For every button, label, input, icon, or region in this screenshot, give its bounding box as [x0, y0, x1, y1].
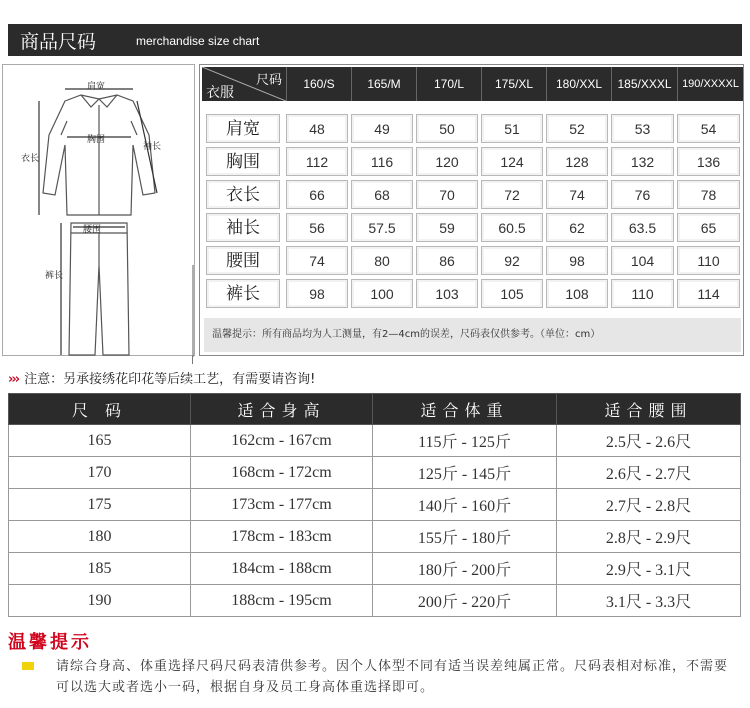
measurement-value: 128 — [546, 147, 608, 176]
measurement-value: 124 — [481, 147, 543, 176]
weight-cell: 180斤 - 200斤 — [373, 553, 557, 585]
measurement-value: 105 — [481, 279, 543, 308]
waist-cell: 2.9尺 - 3.1尺 — [557, 553, 741, 585]
weight-cell: 155斤 - 180斤 — [373, 521, 557, 553]
size-cell: 170 — [9, 457, 191, 489]
warm-tip-text: 请综合身高、体重选择尺码尺码表清供参考。因个人体型不同有适当误差纯属正常。尺码表相对标准，不需要可以选大或者选小一码，根据自身及员工身高体重选择即可。 — [56, 659, 729, 695]
measurement-value: 63.5 — [611, 213, 674, 242]
warm-tip-title: 温馨提示 — [8, 632, 92, 653]
measurement-value: 54 — [677, 114, 740, 143]
measurement-value: 103 — [416, 279, 478, 308]
size-header: 180/XXL — [546, 67, 611, 101]
measurement-value: 112 — [286, 147, 348, 176]
weight-cell: 140斤 - 160斤 — [373, 489, 557, 521]
measurement-value: 52 — [546, 114, 608, 143]
measurement-value: 76 — [611, 180, 674, 209]
size-cell: 185 — [9, 553, 191, 585]
column-header-height: 适合身高 — [191, 394, 373, 425]
measurement-tip: 温馨提示：所有商品均为人工测量，有2—4cm的误差，尺码表仅供参考。（单位：cm） — [204, 318, 741, 352]
measurement-value: 68 — [351, 180, 413, 209]
size-chart-header — [8, 24, 742, 56]
size-header: 170/L — [416, 67, 481, 101]
measurement-row — [200, 145, 745, 178]
height-cell: 178cm - 183cm — [191, 521, 373, 553]
measurement-value: 50 — [416, 114, 478, 143]
header-title: 商品尺码 — [20, 31, 97, 53]
fit-recommendation-table — [8, 393, 740, 617]
measurement-value: 60.5 — [481, 213, 543, 242]
column-header-waist: 适合腰围 — [557, 394, 741, 425]
size-cell: 190 — [9, 585, 191, 617]
measurement-value: 57.5 — [351, 213, 413, 242]
label-waist: 腰围 — [83, 225, 102, 235]
table-row — [9, 489, 741, 521]
shirt-and-trousers-drawing — [3, 65, 196, 357]
custom-craft-note — [8, 368, 315, 387]
measurement-value: 136 — [677, 147, 740, 176]
waist-cell: 2.6尺 - 2.7尺 — [557, 457, 741, 489]
measurement-value: 86 — [416, 246, 478, 275]
top-cutoff-strip — [0, 0, 750, 18]
measurement-value: 108 — [546, 279, 608, 308]
table-row — [9, 425, 741, 457]
waist-cell: 2.7尺 - 2.8尺 — [557, 489, 741, 521]
measurement-value: 65 — [677, 213, 740, 242]
table-row — [9, 521, 741, 553]
waist-cell: 2.5尺 - 2.6尺 — [557, 425, 741, 457]
measurement-value: 98 — [546, 246, 608, 275]
measurement-value: 98 — [286, 279, 348, 308]
bullet-square-icon — [22, 662, 34, 670]
table-row — [9, 585, 741, 617]
measurement-table — [199, 64, 744, 356]
corner-size-label: 尺码 — [255, 73, 282, 88]
measurement-value: 104 — [611, 246, 674, 275]
measurement-value: 110 — [611, 279, 674, 308]
waist-cell: 3.1尺 - 3.3尺 — [557, 585, 741, 617]
measurement-value: 70 — [416, 180, 478, 209]
measurement-value: 80 — [351, 246, 413, 275]
label-sleeve: 袖长 — [143, 142, 162, 152]
corner-garment-label: 衣服 — [206, 85, 234, 101]
measurement-value: 59 — [416, 213, 478, 242]
measurement-value: 74 — [546, 180, 608, 209]
measurement-name: 胸围 — [206, 147, 280, 176]
label-length: 衣长 — [21, 154, 40, 164]
measurement-table-header — [202, 67, 743, 101]
measurement-value: 110 — [677, 246, 740, 275]
size-header: 190/XXXXL — [677, 67, 743, 101]
height-cell: 188cm - 195cm — [191, 585, 373, 617]
measurement-value: 78 — [677, 180, 740, 209]
height-cell: 173cm - 177cm — [191, 489, 373, 521]
height-cell: 162cm - 167cm — [191, 425, 373, 457]
measurement-row — [200, 112, 745, 145]
connector-line — [192, 356, 193, 364]
table-row — [9, 553, 741, 585]
measurement-value: 51 — [481, 114, 543, 143]
table-row — [9, 457, 741, 489]
measurement-value: 48 — [286, 114, 348, 143]
measurement-row — [200, 211, 745, 244]
garment-illustration — [2, 64, 195, 356]
size-header: 185/XXXL — [611, 67, 677, 101]
note-text: 注意：另承接绣花印花等后续工艺，有需要请咨询! — [24, 372, 316, 387]
measurement-row — [200, 277, 745, 310]
measurement-value: 49 — [351, 114, 413, 143]
size-header: 165/M — [351, 67, 416, 101]
measurement-value: 74 — [286, 246, 348, 275]
chevrons-right-icon: ››› — [8, 372, 19, 387]
measurement-value: 120 — [416, 147, 478, 176]
measurement-value: 56 — [286, 213, 348, 242]
waist-cell: 2.8尺 - 2.9尺 — [557, 521, 741, 553]
measurement-row — [200, 178, 745, 211]
measurement-value: 92 — [481, 246, 543, 275]
table-corner — [202, 67, 286, 101]
measurement-name: 袖长 — [206, 213, 280, 242]
size-cell: 165 — [9, 425, 191, 457]
measurement-value: 116 — [351, 147, 413, 176]
weight-cell: 200斤 - 220斤 — [373, 585, 557, 617]
measurement-name: 衣长 — [206, 180, 280, 209]
size-cell: 180 — [9, 521, 191, 553]
measurement-name: 肩宽 — [206, 114, 280, 143]
size-cell: 175 — [9, 489, 191, 521]
column-header-size: 尺 码 — [9, 394, 191, 425]
measurement-value: 72 — [481, 180, 543, 209]
measurement-value: 100 — [351, 279, 413, 308]
weight-cell: 125斤 - 145斤 — [373, 457, 557, 489]
header-subtitle: merchandise size chart — [136, 34, 260, 48]
measurement-value: 66 — [286, 180, 348, 209]
label-chest: 胸围 — [87, 135, 106, 145]
size-header: 175/XL — [481, 67, 546, 101]
fit-table-header-row — [9, 394, 741, 425]
measurement-name: 腰围 — [206, 246, 280, 275]
size-header: 160/S — [286, 67, 351, 101]
label-shoulder: 肩宽 — [87, 82, 106, 92]
measurement-value: 62 — [546, 213, 608, 242]
measurement-value: 132 — [611, 147, 674, 176]
height-cell: 184cm - 188cm — [191, 553, 373, 585]
height-cell: 168cm - 172cm — [191, 457, 373, 489]
measurement-row — [200, 244, 745, 277]
measurement-value: 114 — [677, 279, 740, 308]
label-trouser-length: 裤长 — [45, 271, 64, 281]
measurement-name: 裤长 — [206, 279, 280, 308]
column-header-weight: 适合体重 — [373, 394, 557, 425]
weight-cell: 115斤 - 125斤 — [373, 425, 557, 457]
measurement-value: 53 — [611, 114, 674, 143]
